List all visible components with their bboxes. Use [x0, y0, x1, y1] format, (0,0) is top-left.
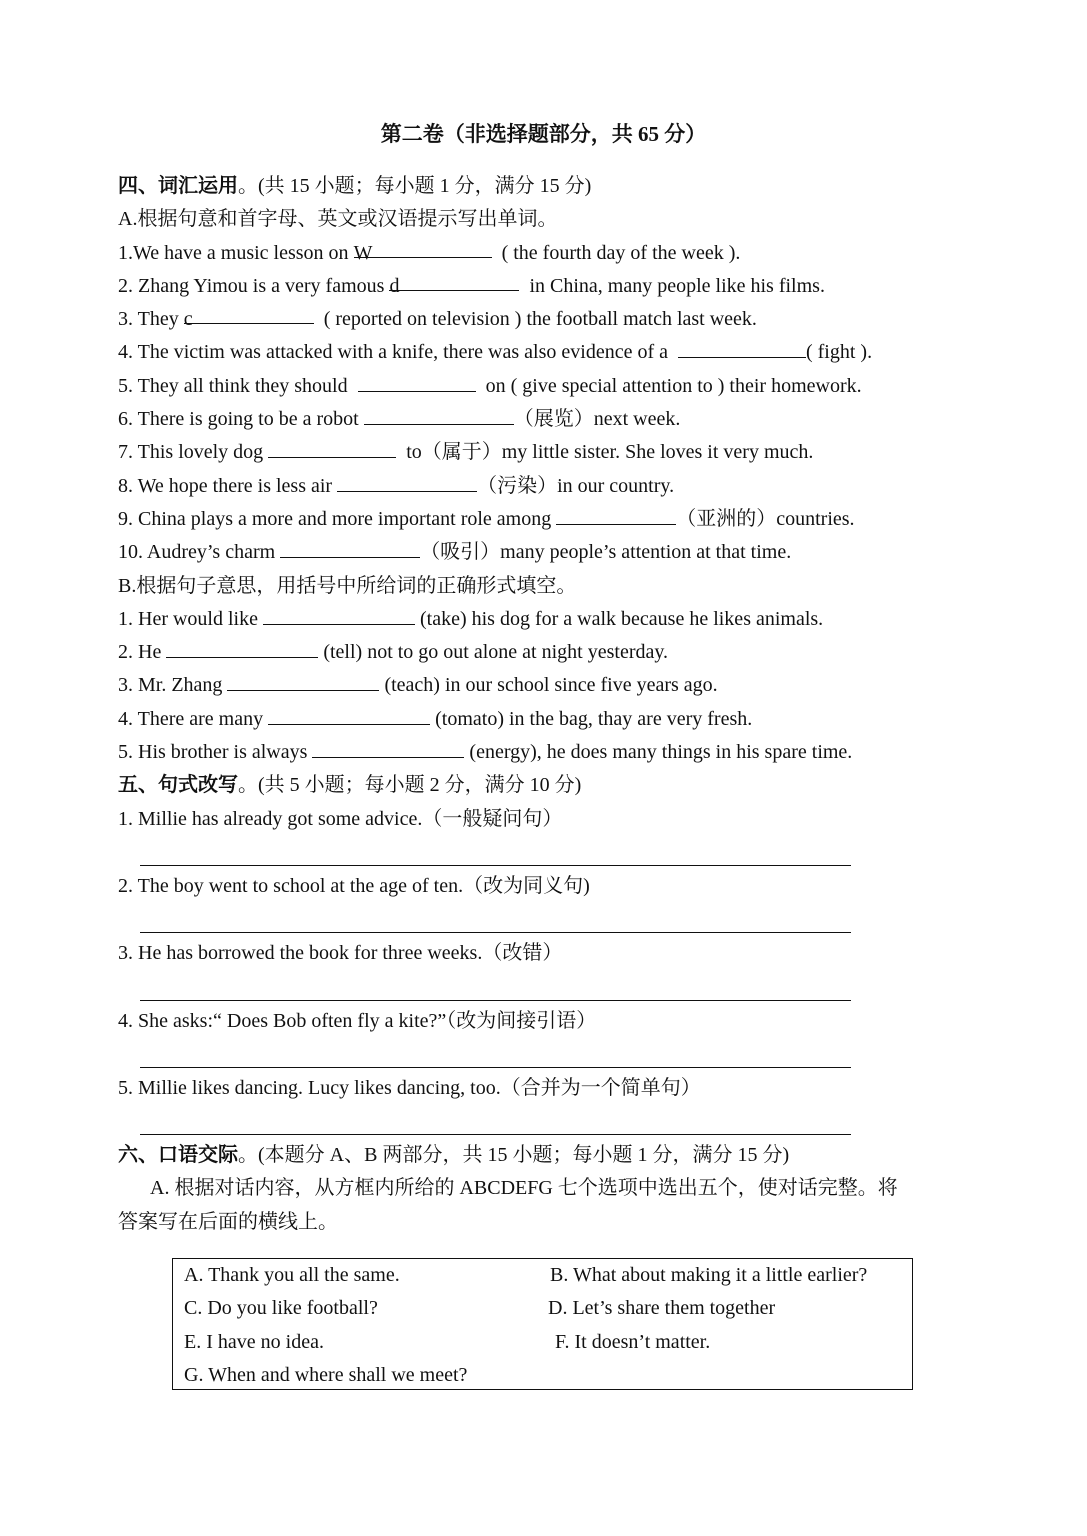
word-form-item-hint: (teach) in our school since five years ago.	[379, 674, 718, 697]
vocab-item-hint: in China, many people like his films.	[519, 274, 825, 297]
option-d: D. Let’s share them together	[548, 1297, 776, 1319]
initial-letter: W	[353, 241, 373, 264]
vocab-item	[118, 436, 988, 469]
answer-blank[interactable]	[227, 670, 379, 691]
vocab-item-hint: （污染）in our country.	[477, 474, 675, 497]
section5-items	[118, 803, 988, 1139]
word-form-item-text: 3. Mr. Zhang	[118, 674, 228, 697]
vocab-item-text: 8. We hope there is less air	[118, 474, 338, 497]
vocab-item-hint: ( fight ).	[805, 341, 873, 364]
word-form-item-text: 1. Her would like	[118, 607, 263, 630]
vocab-item	[118, 303, 988, 336]
word-form-item-hint: (energy), he does many things in his spare time.	[464, 741, 853, 764]
vocab-item-hint: （亚洲的）countries.	[676, 507, 855, 530]
answer-blank[interactable]	[268, 704, 430, 725]
section6-heading	[118, 1139, 988, 1172]
answer-line[interactable]	[118, 971, 988, 1005]
section4-partA-instruction: A.根据句意和首字母、英文或汉语提示写出单词。	[118, 208, 558, 231]
option-f: F. It doesn’t matter.	[555, 1331, 711, 1353]
page-title: 第二卷（非选择题部分，共 65 分）	[380, 122, 707, 146]
word-form-item-text: 4. There are many	[118, 707, 269, 730]
word-form-item-hint: (tomato) in the bag, thay are very fresh.	[430, 707, 753, 730]
option-c: C. Do you like football?	[184, 1297, 378, 1319]
answer-blank[interactable]	[280, 537, 420, 558]
vocab-item	[118, 403, 988, 436]
section4-partB-items	[118, 603, 988, 769]
word-form-item	[118, 703, 988, 736]
vocab-item	[118, 536, 988, 569]
answer-blank[interactable]	[183, 303, 314, 331]
answer-blank[interactable]	[263, 604, 415, 625]
vocab-item	[118, 336, 988, 369]
section6-partA-line1: A. 根据对话内容，从方框内所给的 ABCDEFG 七个选项中选出五个，使对话完整。将	[150, 1177, 898, 1200]
vocab-item-text: 4. The victim was attacked with a knife, there was also evidence of a	[118, 341, 678, 364]
option-b: B. What about making it a little earlier?	[550, 1264, 868, 1286]
answer-blank[interactable]	[364, 404, 514, 425]
answer-line[interactable]	[118, 836, 988, 870]
vocab-item	[118, 370, 988, 403]
vocab-item-text: 6. There is going to be a robot	[118, 408, 364, 431]
answer-blank[interactable]	[678, 337, 806, 358]
section5-heading	[118, 769, 988, 802]
vocab-item-text: 3. They	[118, 308, 184, 331]
rewrite-item: 1. Millie has already got some advice.（一般疑问句）	[118, 807, 563, 830]
vocab-item-hint: ( reported on television ) the football match last week.	[313, 308, 757, 331]
rewrite-item: 4. She asks:“ Does Bob often fly a kite?”（改为间接引语）	[118, 1009, 597, 1032]
vocab-item-hint: （吸引）many people’s attention at that time.	[420, 541, 792, 564]
answer-blank[interactable]	[556, 504, 676, 525]
section6-partA-line2: 答案写在后面的横线上。	[118, 1210, 338, 1233]
section4-heading	[118, 170, 988, 203]
answer-blank[interactable]	[166, 637, 318, 658]
vocab-item-hint: （展览）next week.	[513, 408, 681, 431]
vocab-item	[118, 237, 988, 270]
vocab-item-text: 2. Zhang Yimou is a very famous	[118, 274, 390, 297]
vocab-item-hint: on ( give special attention to ) their homework.	[475, 374, 862, 397]
rewrite-item: 2. The boy went to school at the age of ten.（改为同义句)	[118, 874, 590, 897]
content	[118, 170, 988, 1239]
vocab-item-text: 1.We have a music lesson on	[118, 241, 354, 264]
answer-blank[interactable]	[358, 371, 476, 392]
vocab-item	[118, 503, 988, 536]
word-form-item-hint: (tell) not to go out alone at night yesterday.	[318, 641, 669, 664]
vocab-item-text: 7. This lovely dog	[118, 441, 269, 464]
option-e: E. I have no idea.	[184, 1331, 324, 1353]
answer-line[interactable]	[118, 1038, 988, 1072]
word-form-item	[118, 603, 988, 636]
section6-heading-rest: 。(本题分 A、B 两部分，共 15 小题；每小题 1 分，满分 15 分)	[238, 1144, 790, 1167]
word-form-item	[118, 736, 988, 769]
vocab-item-text: 9. China plays a more and more important role among	[118, 507, 557, 530]
word-form-item-hint: (take) his dog for a walk because he likes animals.	[414, 607, 824, 630]
section4-heading-rest: 。(共 15 小题；每小题 1 分，满分 15 分)	[238, 175, 592, 197]
answer-blank[interactable]	[337, 471, 477, 492]
vocab-item-text: 5. They all think they should	[118, 374, 358, 397]
section6-heading-bold: 六、口语交际	[118, 1144, 238, 1167]
answer-blank[interactable]	[353, 237, 492, 264]
answer-blank[interactable]	[312, 737, 464, 758]
initial-letter: c	[183, 308, 193, 331]
answer-blank[interactable]	[268, 437, 396, 458]
section5-heading-rest: 。(共 5 小题；每小题 2 分，满分 10 分)	[238, 774, 582, 797]
option-g: G. When and where shall we meet?	[184, 1364, 468, 1386]
vocab-item-hint: to（属于）my little sister. She loves it very much.	[396, 441, 814, 464]
initial-letter: d	[389, 274, 400, 297]
options-box	[172, 1258, 913, 1390]
vocab-item-hint: ( the fourth day of the week ).	[491, 241, 741, 264]
answer-line[interactable]	[118, 1105, 988, 1139]
word-form-item-text: 2. He	[118, 641, 167, 664]
section4-heading-bold: 四、词汇运用	[118, 175, 238, 197]
word-form-item-text: 5. His brother is always	[118, 741, 313, 764]
option-a: A. Thank you all the same.	[184, 1264, 400, 1286]
section5-heading-bold: 五、句式改写	[118, 774, 238, 797]
answer-blank[interactable]	[389, 270, 519, 297]
vocab-item-text: 10. Audrey’s charm	[118, 541, 281, 564]
section4-partA-items	[118, 237, 988, 570]
word-form-item	[118, 636, 988, 669]
word-form-item	[118, 669, 988, 702]
vocab-item	[118, 270, 988, 303]
rewrite-item: 5. Millie likes dancing. Lucy likes dancing, too.（合并为一个简单句）	[118, 1076, 701, 1099]
rewrite-item: 3. He has borrowed the book for three weeks.（改错）	[118, 942, 563, 965]
answer-line[interactable]	[118, 903, 988, 937]
section4-partB-instruction: B.根据句子意思，用括号中所给词的正确形式填空。	[118, 574, 577, 597]
vocab-item	[118, 470, 988, 503]
